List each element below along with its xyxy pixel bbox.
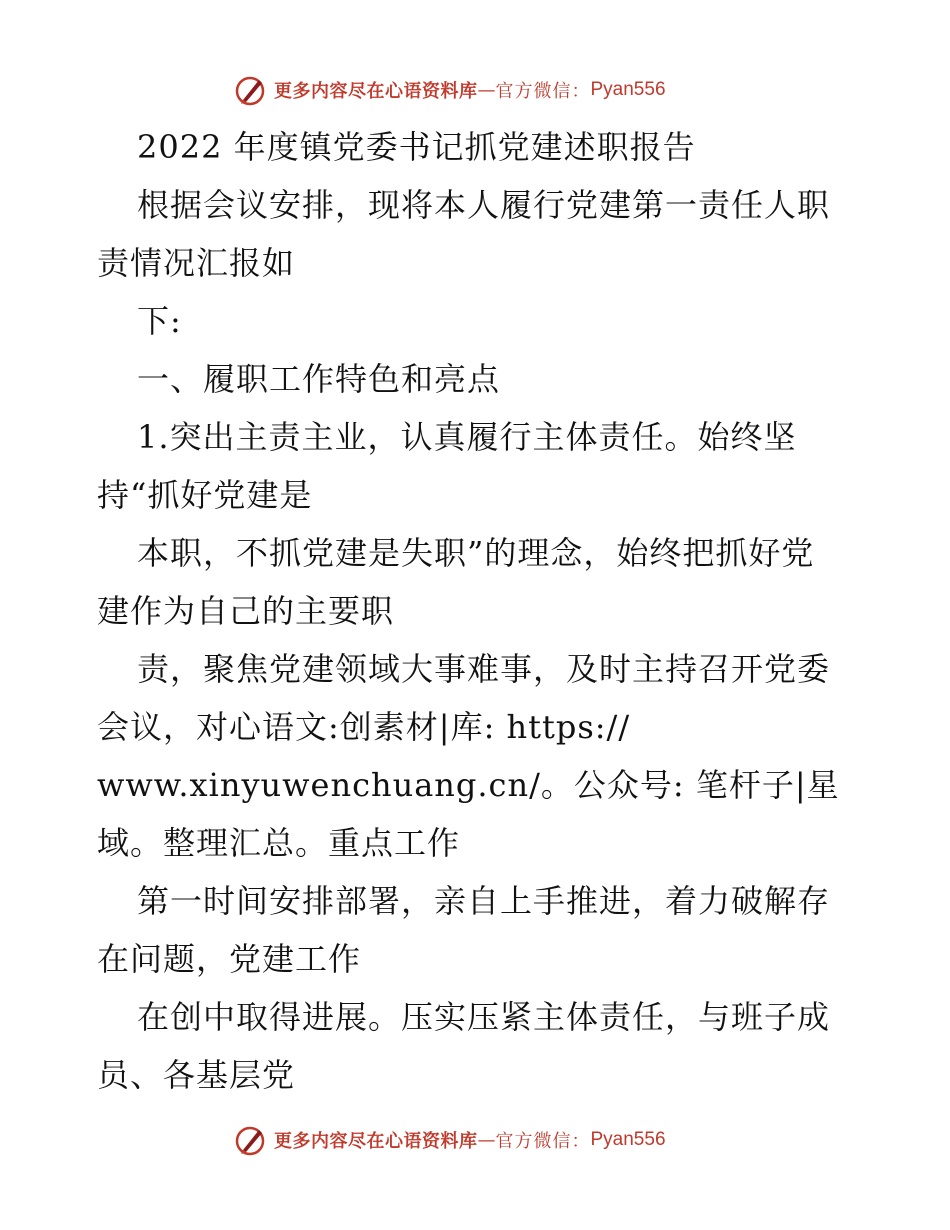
- banner-wechat-label: 官方微信：: [495, 81, 591, 102]
- banner-main-text: 更多内容尽在心语资料库: [274, 81, 478, 102]
- document-line: 下:: [137, 302, 182, 340]
- banner-wechat-id: Pyan556: [590, 79, 666, 100]
- document-line: 员、各基层党: [97, 1056, 296, 1094]
- header-watermark-banner: [234, 72, 666, 108]
- document-line: 第一时间安排部署，亲自上手推进，着力破解存: [137, 882, 831, 920]
- document-line: 根据会议安排，现将本人履行党建第一责任人职: [137, 186, 831, 224]
- pen-logo-icon: [234, 1123, 268, 1157]
- document-body: [97, 118, 867, 1104]
- banner-dash: —: [477, 1129, 496, 1151]
- footer-watermark-banner: [234, 1122, 666, 1158]
- document-line: 责，聚焦党建领域大事难事，及时主持召开党委: [137, 650, 831, 688]
- banner-wechat-id: Pyan556: [590, 1129, 666, 1150]
- document-line: 域。整理汇总。重点工作: [97, 824, 461, 862]
- banner-main-text: 更多内容尽在心语资料库: [274, 1131, 478, 1152]
- document-line: www.xinyuwenchuang.cn/。公众号: 笔杆子|星: [97, 766, 840, 804]
- banner-dash: —: [477, 79, 496, 101]
- document-line: 建作为自己的主要职: [97, 592, 395, 630]
- document-line: 在创中取得进展。压实压紧主体责任，与班子成: [137, 998, 831, 1036]
- pen-logo-icon: [234, 73, 268, 107]
- banner-wechat-label: 官方微信：: [495, 1131, 591, 1152]
- document-title: 2022 年度镇党委书记抓党建述职报告: [137, 128, 696, 166]
- document-line: 责情况汇报如: [97, 244, 296, 282]
- document-line: 会议，对心语文:创素材|库: https://: [97, 708, 631, 746]
- document-line: 在问题，党建工作: [97, 940, 362, 978]
- document-line: 1.突出主责主业，认真履行主体责任。始终坚: [137, 418, 797, 456]
- document-line: 本职，不抓党建是失职”的理念，始终把抓好党: [137, 534, 815, 572]
- document-line: 持“抓好党建是: [97, 476, 313, 514]
- document-line: 一、履职工作特色和亮点: [137, 360, 501, 398]
